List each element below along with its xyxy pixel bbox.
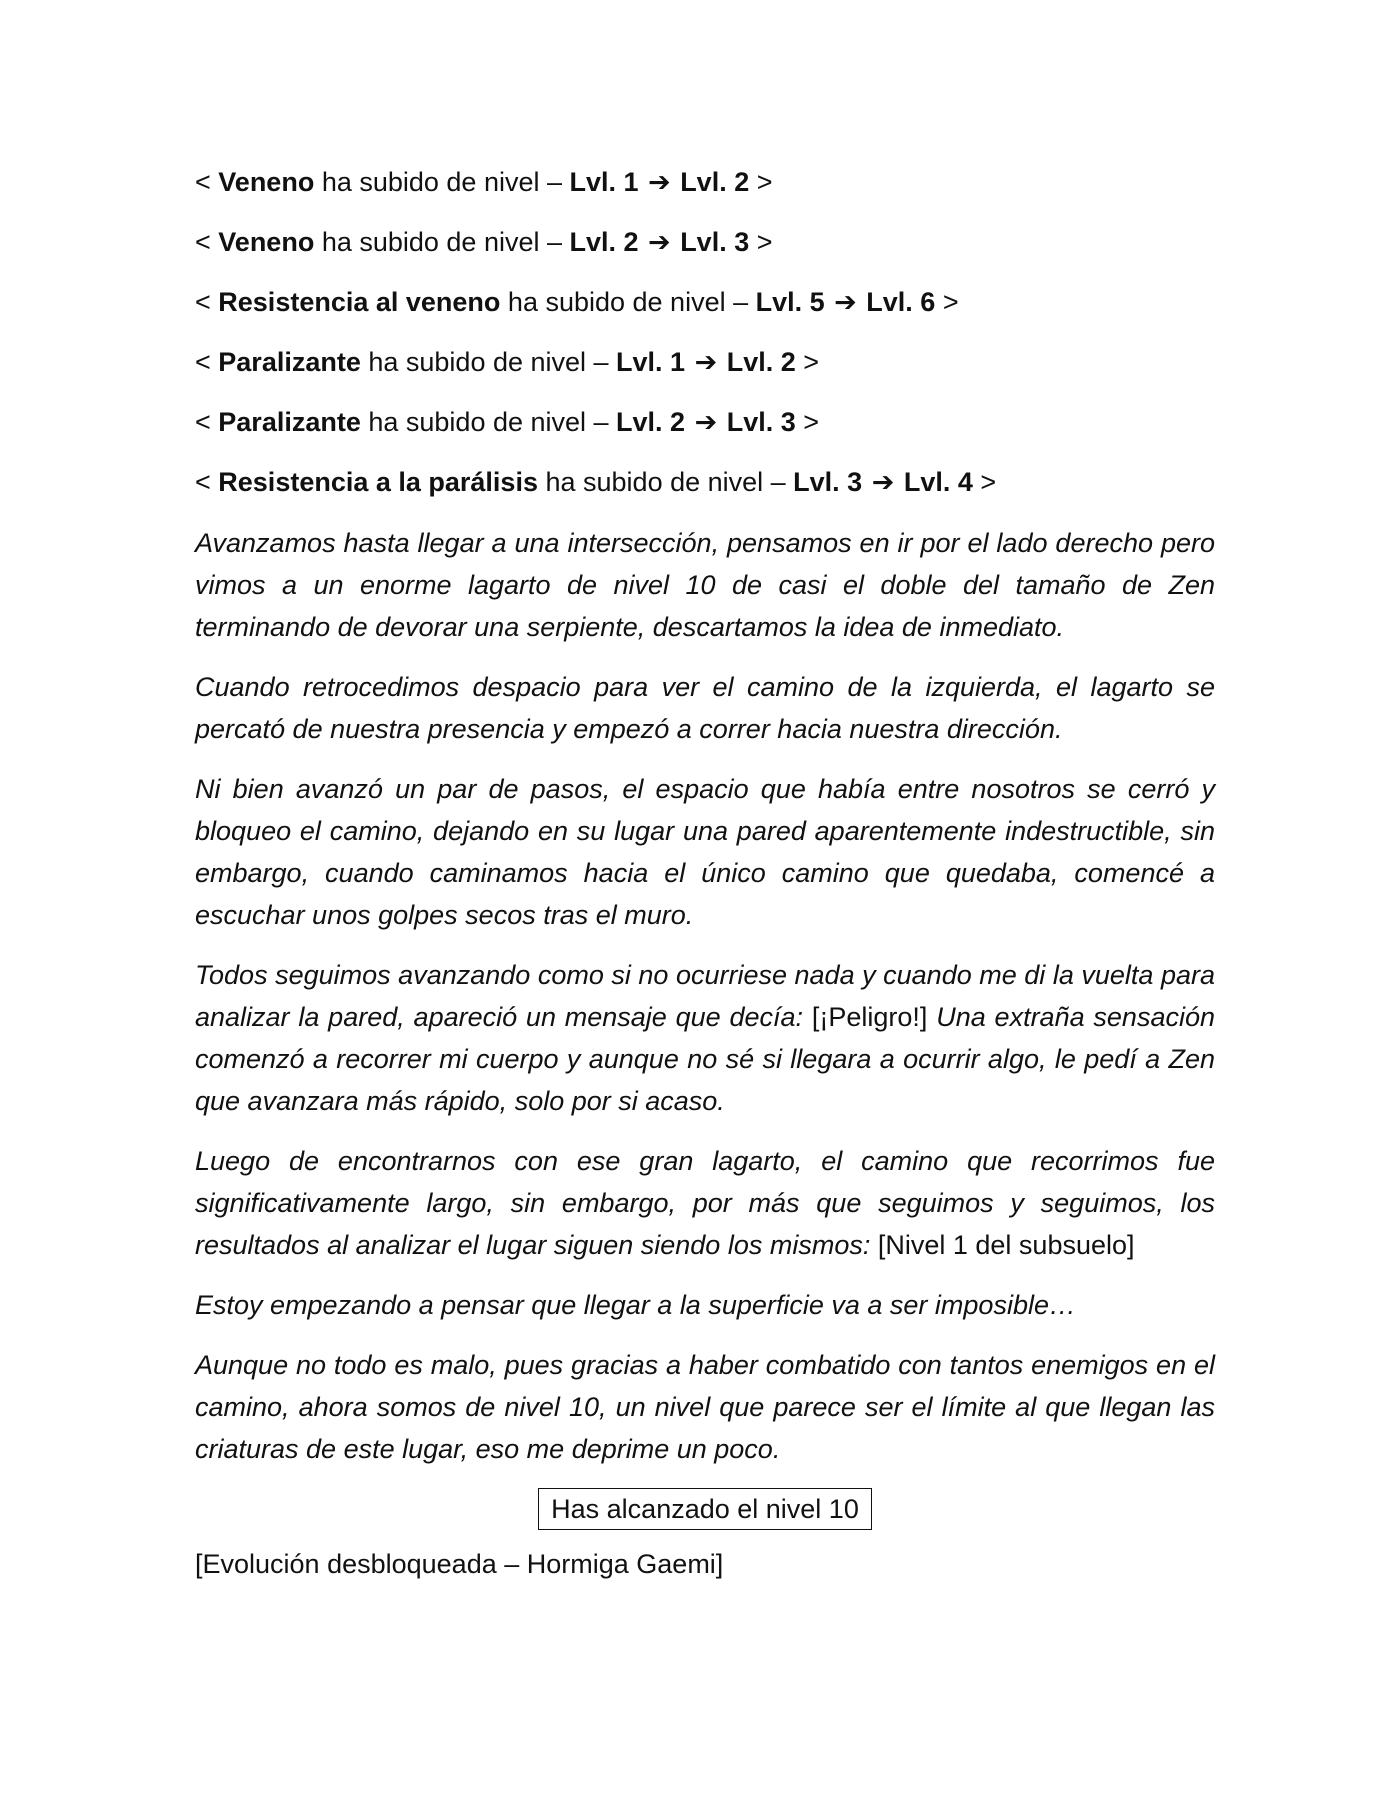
narrative-paragraph: Todos seguimos avanzando como si no ocurriese nada y cuando me di la vuelta para analizar la pared, apareció un mensaje que decía: [¡Peligro!] Una extraña sensación comenzó a recorrer mi cuerpo y aunque no sé si llegara a ocurrir algo, le pedí a Zen que avanzara más rápido, solo por si acaso. [195,960,1215,1116]
narrative-paragraph: Estoy empezando a pensar que llegar a la superficie va a ser imposible… [195,1290,1076,1320]
arrow-right-icon: ➔ [694,407,718,437]
narrative-paragraph: Avanzamos hasta llegar a una intersección, pensamos en ir por el lado derecho pero vimos a un enorme lagarto de nivel 10 de casi el doble del tamaño de Zen terminando de devorar una serpiente, descartamos la idea de inmediato. [195,528,1215,642]
level-up-message: < Veneno ha subido de nivel – Lvl. 1 ➔ Lvl. 2 > [195,162,1215,202]
narrative-paragraph: Aunque no todo es malo, pues gracias a haber combatido con tantos enemigos en el camino, ahora somos de nivel 10, un nivel que parece ser el límite al que llegan las criaturas de este lugar, eso me deprime un poco. [195,1350,1215,1464]
narrative-paragraph: Cuando retrocedimos despacio para ver el camino de la izquierda, el lagarto se percató de nuestra presencia y empezó a correr hacia nuestra dirección. [195,672,1215,744]
notice-box-container [195,1488,1215,1530]
narrative-paragraph: Ni bien avanzó un par de pasos, el espacio que había entre nosotros se cerró y bloqueo el camino, dejando en su lugar una pared aparentemente indestructible, sin embargo, cuando caminamos hacia el único camino que quedaba, comencé a escuchar unos golpes secos tras el muro. [195,774,1215,930]
document-page [195,162,1215,1584]
system-message-inline: [Nivel 1 del subsuelo] [877,1230,1135,1260]
level-up-message: < Resistencia al veneno ha subido de nivel – Lvl. 5 ➔ Lvl. 6 > [195,282,1215,322]
arrow-right-icon: ➔ [648,227,671,257]
system-message-inline: [¡Peligro!] [811,1002,928,1032]
narrative-paragraph: Luego de encontrarnos con ese gran lagarto, el camino que recorrimos fue significativamente largo, sin embargo, por más que seguimos y seguimos, los resultados al analizar el lugar siguen siendo los mismos: [Nivel 1 del subsuelo] [195,1146,1215,1260]
level-notice-box: Has alcanzado el nivel 10 [538,1488,872,1530]
arrow-right-icon: ➔ [648,167,671,197]
level-up-message: < Resistencia a la parálisis ha subido de nivel – Lvl. 3 ➔ Lvl. 4 > [195,462,1215,502]
level-up-message: < Paralizante ha subido de nivel – Lvl. 2 ➔ Lvl. 3 > [195,402,1215,442]
level-up-message: < Veneno ha subido de nivel – Lvl. 2 ➔ Lvl. 3 > [195,222,1215,262]
evolution-message: [Evolución desbloqueada – Hormiga Gaemi] [195,1549,724,1579]
arrow-right-icon: ➔ [834,287,857,317]
arrow-right-icon: ➔ [694,347,718,377]
arrow-right-icon: ➔ [871,467,895,497]
level-up-message: < Paralizante ha subido de nivel – Lvl. 1 ➔ Lvl. 2 > [195,342,1215,382]
